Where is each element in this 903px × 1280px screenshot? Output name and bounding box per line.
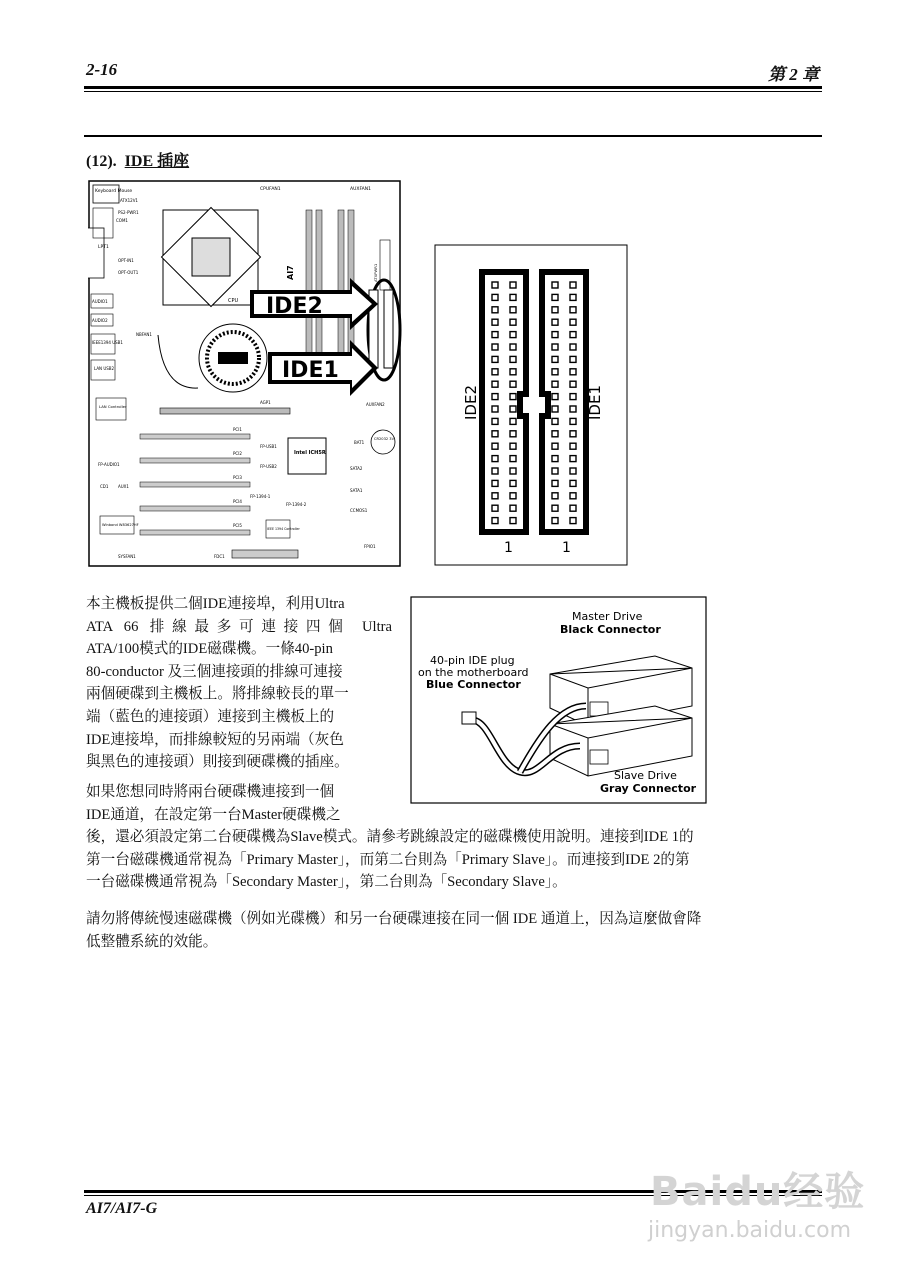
p2-line: 如果您想同時將兩台硬碟機連接到一個 [86, 784, 335, 800]
mb-label-com1: COM1 [116, 218, 128, 223]
ide-pin [570, 480, 576, 486]
ide-pin [510, 443, 516, 449]
ide-pin [510, 418, 516, 424]
section-number: (12). [86, 153, 117, 170]
ide-pin [552, 456, 558, 462]
plug-label-3: Blue Connector [426, 678, 521, 691]
ide-pin [510, 468, 516, 474]
ide-pin [492, 505, 498, 511]
ide-pin [510, 319, 516, 325]
mb-label-lan-controller: LAN Controller [99, 404, 127, 409]
ide-pin [492, 307, 498, 313]
ide-pin [510, 307, 516, 313]
ide-pin [492, 468, 498, 474]
mb-label-optout: OPT-OUT1 [118, 270, 139, 275]
page-number: 2-16 [86, 60, 118, 79]
ide-pin [492, 294, 498, 300]
ide-pin [552, 319, 558, 325]
ide-pin [570, 294, 576, 300]
ide-pin [552, 394, 558, 400]
ide-pin [510, 480, 516, 486]
mb-label-agp: AGP1 [260, 400, 271, 405]
paragraph-2 [86, 781, 826, 894]
mb-ide2-label: IDE2 [266, 294, 323, 319]
mb-label-pci3: PCI3 [233, 475, 242, 480]
mb-label-bat1: BAT1 [354, 440, 365, 445]
mb-label-ai7: AI7 [286, 265, 295, 280]
ide-pin [552, 356, 558, 362]
mb-label-cpu: CPU [228, 298, 239, 304]
mb-label-sysfan: SYSFAN1 [118, 554, 136, 559]
ide-pin [492, 456, 498, 462]
ide-pin [510, 294, 516, 300]
ide-pin [492, 381, 498, 387]
mb-label-1394-controller: IEEE 1394 Controller [267, 527, 300, 531]
ide-pin [492, 518, 498, 524]
section-rule [84, 135, 822, 137]
mb-label-fpaudio: FP-AUDIO1 [98, 462, 120, 467]
mb-label-sata2: SATA2 [350, 466, 363, 471]
watermark-url: jingyan.baidu.com [648, 1218, 852, 1243]
ide-pin [492, 319, 498, 325]
ide-pin [570, 282, 576, 288]
mb-label-audio2: AUDIO2 [92, 318, 108, 323]
ide-pin [570, 518, 576, 524]
ide-pin [570, 356, 576, 362]
mb-label-atxpwr: ATXPWR1 [373, 263, 378, 282]
p1-line: 兩個硬碟到主機板上。將排線較長的單一 [86, 686, 349, 703]
ide-pin [552, 369, 558, 375]
ide-pin [492, 431, 498, 437]
ide-pin [510, 369, 516, 375]
master-drive-label: Master Drive [572, 610, 643, 623]
mb-label-fp1394-1: FP-1394-1 [250, 494, 271, 499]
ide-pin [570, 443, 576, 449]
mb-label-optin: OPT-IN1 [118, 258, 134, 263]
ide-pin [510, 282, 516, 288]
ide-pin [492, 406, 498, 412]
ide-pin [510, 406, 516, 412]
ide-pin [552, 518, 558, 524]
ide-pin [510, 505, 516, 511]
ide-pin [570, 505, 576, 511]
p1-line: ATA/100模式的IDE磁碟機。一條40-pin [86, 641, 333, 658]
mb-label-pci4: PCI4 [233, 499, 242, 504]
mb-label-lan: LAN USB2 [94, 366, 115, 371]
ide2-vertical-label: IDE2 [462, 385, 480, 420]
p1-line: 本主機板提供二個IDE連接埠，利用Ultra [86, 596, 345, 612]
mb-label-pci1: PCI1 [233, 427, 242, 432]
mb-label-pci5: PCI5 [233, 523, 242, 528]
header-rule [84, 86, 822, 89]
ide-pin [492, 356, 498, 362]
mb-ide1-label: IDE1 [282, 358, 339, 383]
p3-line: 請勿將傳統慢速磁碟機（例如光碟機）和另一台硬碟連接在同一個 IDE 通道上，因為這麼做會降 [86, 911, 702, 927]
p1-line: 端（藍色的連接頭）連接到主機板上的 [86, 708, 335, 725]
ide-pin [552, 431, 558, 437]
mb-label-fdc1: FDC1 [214, 554, 225, 559]
ide-pin [510, 344, 516, 350]
mb-label-aux1: AUX1 [118, 484, 129, 489]
mb-label-auxfan2: AUXFAN2 [366, 402, 385, 407]
section-title-text: IDE 插座 [124, 153, 190, 170]
drive-cable-diagram [410, 596, 707, 804]
ide-pin [570, 468, 576, 474]
ide-pin [570, 332, 576, 338]
section-title [86, 148, 189, 171]
ide-pin [510, 431, 516, 437]
ide-pin [552, 381, 558, 387]
ide1-vertical-label: IDE1 [586, 385, 604, 420]
mb-label-atx12v: ATX12V1 [120, 198, 138, 203]
mb-label-cr2032: CR2032 3V [374, 437, 395, 441]
ide-pin [570, 456, 576, 462]
mb-label-ccmos: CCMOS1 [350, 508, 368, 513]
ide-pin [510, 356, 516, 362]
ide-pin [552, 493, 558, 499]
p1-line: ATA 66 排線最多可連接四個 Ultra [86, 618, 392, 635]
ide-pin [552, 344, 558, 350]
ide-pin [570, 344, 576, 350]
paragraph-3 [86, 908, 826, 953]
ide-pin [510, 394, 516, 400]
ide-pin [492, 344, 498, 350]
p1-line: IDE連接埠，而排線較短的另兩端（灰色 [86, 731, 344, 748]
ide-pin [552, 406, 558, 412]
ide-pin [552, 332, 558, 338]
mb-label-nbfan: NBFAN1 [136, 332, 152, 337]
p2-line: 後，還必須設定第二台硬碟機為Slave模式。請參考跳線設定的磁碟機使用說明。連接到IDE 1的 [86, 829, 694, 846]
plug-label-1: 40-pin IDE plug [430, 654, 515, 667]
mb-label-cpufan: CPUFAN1 [260, 187, 281, 192]
ide-pin [492, 443, 498, 449]
ide-pin [570, 431, 576, 437]
ide-pin [492, 369, 498, 375]
mb-label-keyboard: Keyboard Mouse [95, 189, 133, 194]
footer-model: AI7/AI7-G [86, 1200, 158, 1217]
mb-label-pci2: PCI2 [233, 451, 242, 456]
header-rule-thin [84, 91, 822, 92]
mb-label-ich5r: Intel ICH5R [294, 450, 326, 456]
p2-line: 第一台磁碟機通常視為「Primary Master」，而第二台則為「Primary Slave」。而連接到IDE 2的第 [86, 851, 690, 868]
mb-label-fpio1: FPIO1 [364, 544, 376, 549]
mb-label-lpt1: LPT1 [98, 245, 109, 250]
ide-pin [552, 418, 558, 424]
ide2-pin1-label: 1 [504, 540, 513, 556]
mb-label-sata1: SATA1 [350, 488, 363, 493]
ide1-pin1-label: 1 [562, 540, 571, 556]
plug-label-2: on the motherboard [418, 666, 529, 679]
ide-pin [570, 381, 576, 387]
ide-pin [510, 332, 516, 338]
paragraph-1 [86, 593, 392, 774]
ide-pin [492, 282, 498, 288]
ide-pin [510, 456, 516, 462]
ide-pin [570, 493, 576, 499]
watermark-logo: Baidu经验 [650, 1169, 866, 1215]
ide-pin [552, 468, 558, 474]
ide-pin [510, 381, 516, 387]
motherboard-diagram [88, 180, 402, 568]
ide-pin [570, 406, 576, 412]
ide-pin [492, 493, 498, 499]
mb-label-ps2pwr: PS2-PWR1 [118, 210, 139, 215]
p2-line: IDE通道，在設定第一台Master硬碟機之 [86, 806, 341, 823]
ide-pin [570, 319, 576, 325]
ide-pin [510, 518, 516, 524]
ide-pin [570, 394, 576, 400]
ide-pin [570, 369, 576, 375]
mb-label-fpusb2: FP-USB2 [260, 464, 277, 469]
chapter-label: 第 2 章 [768, 65, 819, 84]
mb-label-winbond: Winbond W83627HF [102, 523, 139, 527]
ide-pin [552, 443, 558, 449]
ide-pin [492, 394, 498, 400]
ide-pin [492, 418, 498, 424]
ide-pin [570, 418, 576, 424]
p3-line: 低整體系統的效能。 [86, 933, 218, 950]
mb-label-audio1: AUDIO1 [92, 299, 108, 304]
ide-connector-diagram [434, 244, 628, 566]
ide-pin [552, 480, 558, 486]
mb-label-cd1: CD1 [100, 484, 109, 489]
mb-label-fpusb1: FP-USB1 [260, 444, 277, 449]
mb-label-auxfan1: AUXFAN1 [350, 187, 371, 192]
ide-pin [552, 294, 558, 300]
p2-line: 一台磁碟機通常視為「Secondary Master」，第二台則為「Secondary Slave」。 [86, 874, 567, 891]
ide-pin [492, 332, 498, 338]
ide-pin [570, 307, 576, 313]
ide-pin [552, 505, 558, 511]
p1-line: 80-conductor 及三個連接頭的排線可連接 [86, 663, 343, 680]
mb-label-fp1394-2: FP-1394-2 [286, 502, 307, 507]
slave-connector-label: Gray Connector [600, 782, 697, 795]
slave-drive-label: Slave Drive [614, 769, 677, 782]
ide-pin [492, 480, 498, 486]
ide-pin [552, 282, 558, 288]
ide-pin [552, 307, 558, 313]
master-connector-label: Black Connector [560, 623, 661, 636]
p1-line: 與黑色的連接頭）則接到硬碟機的插座。 [86, 754, 349, 771]
mb-label-ieee1394: IEEE1394 USB1 [92, 340, 123, 345]
ide-pin [510, 493, 516, 499]
